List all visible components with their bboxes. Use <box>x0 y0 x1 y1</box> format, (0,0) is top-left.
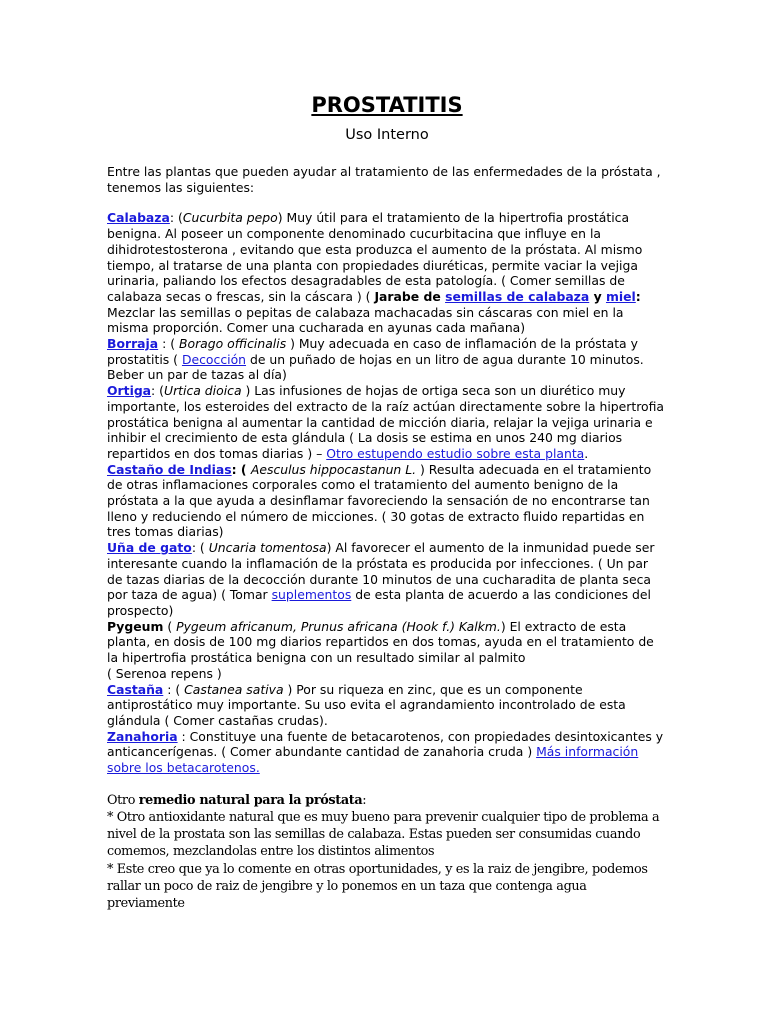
latin-name: Castanea sativa <box>184 681 284 697</box>
entry-calabaza: Calabaza: (Cucurbita pepo) Muy útil para el tratamiento de la hipertrofia prostática benigna. Al poseer un componente denominado cucurbitacina que influye en la dihidrotestosterona , evitando que esta produzca el aumento de la próstata. Al mismo tiempo, al tratarse de una planta con propiedades diuréticas, permite vaciar la vejiga urinaria, paliando los efectos desagradables de esta patología. ( Comer semillas de calabaza secas o frescas, sin la cáscara ) ( Jarabe de semillas de calabaza y miel: Mezclar las semillas o pepitas de calabaza machacadas sin cáscaras con miel en la misma proporción. Comer una cucharada en ayunas cada mañana) <box>107 210 643 336</box>
link-estudio-ortiga[interactable]: Otro estupendo estudio sobre esta planta <box>326 445 585 461</box>
link-una-de-gato[interactable]: Uña de gato <box>107 540 192 556</box>
link-betacarotenos[interactable]: Más información sobre los betacarotenos. <box>107 744 639 776</box>
remedio-section <box>107 792 667 912</box>
latin-name: Uncaria tomentosa <box>208 540 327 556</box>
latin-name: Urtica dioica <box>164 383 242 399</box>
link-castana[interactable]: Castaña <box>107 681 164 697</box>
link-calabaza[interactable]: Calabaza <box>107 210 170 226</box>
entry-ortiga: Ortiga: (Urtica dioica ) Las infusiones de hojas de ortiga seca son un diurético muy importante, los esteroides del extracto de la raíz actúan directamente sobre la hipertrofia prostática benigna al aumentar la cantidad de micción diaria, relajar la vejiga urinaria e inhibir el crecimiento de esta glándula ( La dosis se estima en unos 240 mg diarios repartidos en dos tomas diarias ) – Otro estupendo estudio sobre esta planta. <box>107 383 665 461</box>
remedio-heading: Otro remedio natural para la próstata: <box>107 792 367 808</box>
link-miel[interactable]: miel <box>605 288 636 304</box>
entry-una-de-gato: Uña de gato: ( Uncaria tomentosa) Al favorecer el aumento de la inmunidad puede ser interesante cuando la inflamación de la próstata es producida por infecciones. ( Un par de tazas diarias de la decocción durante 10 minutos de una cucharadita de planta seca por taza de agua) ( Tomar suplementos de esta planta de acuerdo a las condiciones del prospecto) <box>107 540 655 618</box>
entry-pygeum: Pygeum ( Pygeum africanum, Prunus africana (Hook f.) Kalkm.) El extracto de esta planta, en dosis de 100 mg diarios repartidos en dos tomas, ayuda en el tratamiento de la hipertrofia prostática benigna con un resultado similar al palmito ( Serenoa repens ) <box>107 618 654 681</box>
link-suplementos[interactable]: suplementos <box>271 587 352 603</box>
remedio-paragraph-1: * Otro antioxidante natural que es muy bueno para prevenir cualquier tipo de problema a nivel de la prostata son las semillas de calabaza. Estas pueden ser consumidas cuando comemos, mezclandolas entre los distintos alimentos <box>107 809 660 860</box>
latin-name: Aesculus hippocastanun L. <box>250 461 417 477</box>
link-castano-de-indias[interactable]: Castaño de Indias <box>107 461 232 477</box>
entry-castana: Castaña : ( Castanea sativa ) Por su riqueza en zinc, que es un componente antiprostático muy importante. Su uso evita el agrandamiento incontrolado de esta glándula ( Comer castañas crudas). <box>107 681 626 728</box>
latin-name: Borago officinalis <box>178 336 287 352</box>
entry-borraja: Borraja : ( Borago officinalis ) Muy adecuada en caso de inflamación de la próstata y prostatitis ( Decocción de un puñado de hojas en un litro de agua durante 10 minutos. Beber un par de tazas al día) <box>107 336 644 383</box>
entry-zanahoria: Zanahoria : Constituye una fuente de betacarotenos, con propiedades desintoxicantes y anticancerígenas. ( Comer abundante cantidad de zanahoria cruda ) Más información sobre los betacarotenos. <box>107 728 664 776</box>
intro-paragraph: Entre las plantas que pueden ayudar al tratamiento de las enfermedades de la próstata , tenemos las siguientes: <box>107 164 661 195</box>
entry-castano-de-indias: Castaño de Indias: ( Aesculus hippocastanun L. ) Resulta adecuada en el tratamiento de otras inflamaciones corporales como el tratamiento del aumento benigno de la próstata a la que ayuda a desinflamar favoreciendo la sensación de no encontrarse tan lleno y reduciendo el número de micciones. ( 30 gotas de extracto fluido repartidas en tres tomas diarias) <box>107 461 652 540</box>
link-ortiga[interactable]: Ortiga <box>107 383 152 399</box>
link-borraja[interactable]: Borraja <box>107 336 159 352</box>
page-title: PROSTATITIS <box>311 93 463 117</box>
link-zanahoria[interactable]: Zanahoria <box>107 728 178 744</box>
link-semillas-calabaza[interactable]: semillas de calabaza <box>445 288 590 304</box>
page-subtitle: Uso Interno <box>345 127 429 143</box>
document-page <box>107 92 667 912</box>
remedio-paragraph-2: * Este creo que ya lo comente en otras oportunidades, y es la raiz de jengibre, podemos rallar un poco de raiz de jengibre y lo ponemos en un taza que contenga agua previamente <box>107 861 648 911</box>
spacer <box>107 195 667 210</box>
link-decoccion[interactable]: Decocción <box>181 351 247 367</box>
latin-name: Cucurbita pepo <box>182 210 278 226</box>
latin-name: Pygeum africanum, Prunus africana (Hook f.) Kalkm. <box>176 618 501 634</box>
